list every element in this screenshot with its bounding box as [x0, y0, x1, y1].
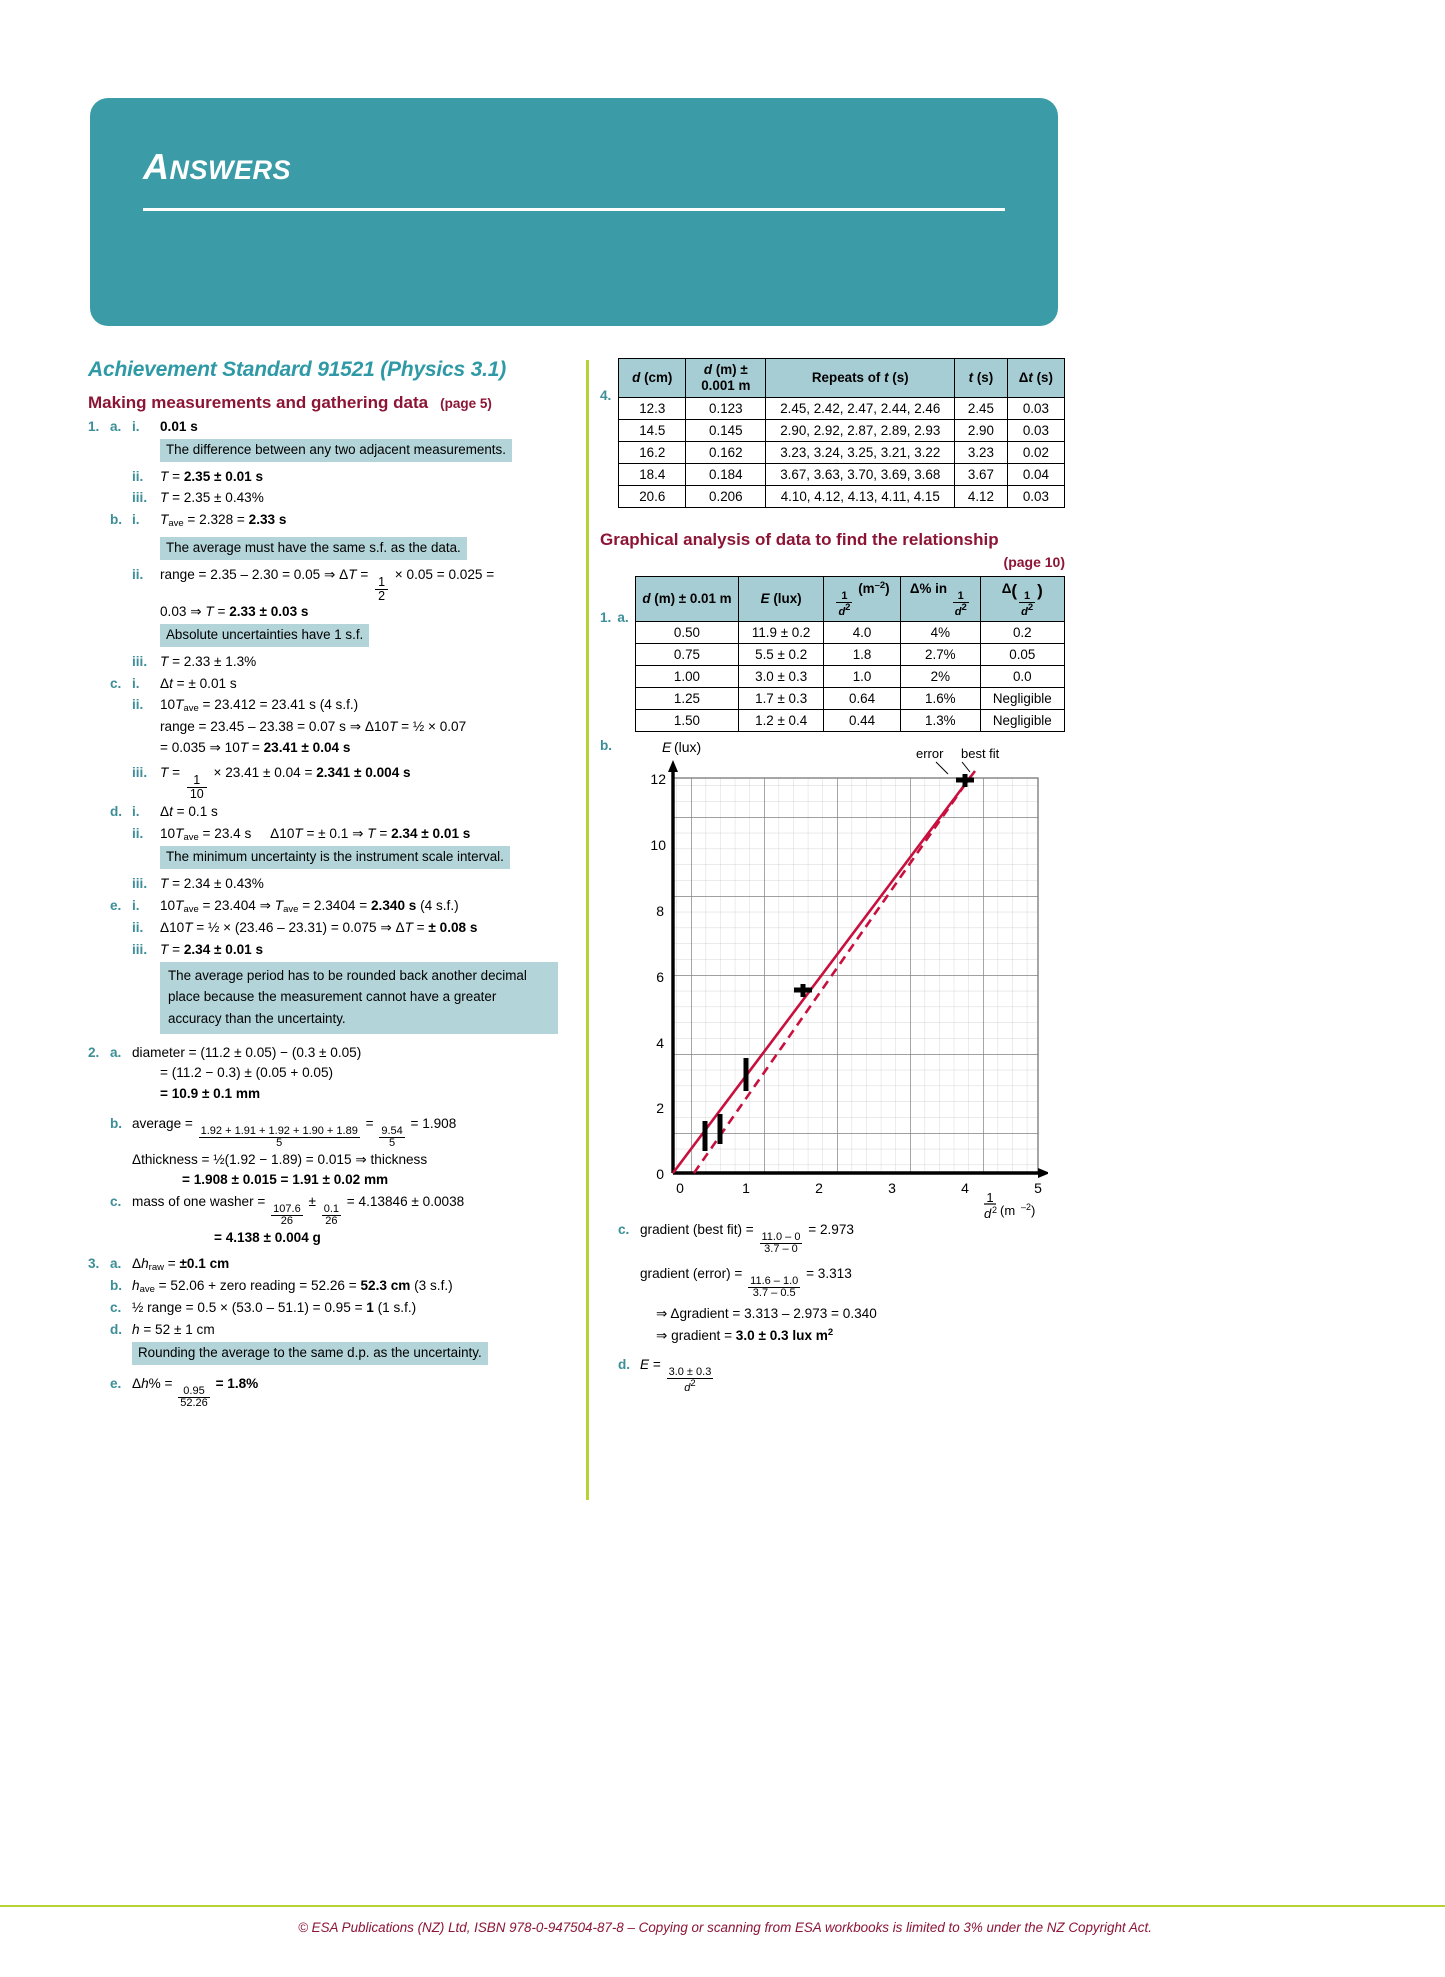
subpart-label: i.	[132, 897, 140, 913]
cell: 0.162	[686, 442, 766, 464]
part-label: d.	[618, 1357, 631, 1373]
answer-text: T = $\frac{1}{10}$ × 23.41 ± 0.04 = 2.341 ± 0.004 s	[160, 765, 411, 802]
answer-text: gradient (error) = $\frac{11.6 - 1.0}{3.7 - 0.5}$ = 3.313	[640, 1266, 852, 1300]
part-label: c.	[618, 1222, 630, 1238]
table-row	[619, 486, 1065, 508]
answer-row	[88, 1114, 558, 1149]
answers-banner	[90, 98, 1058, 326]
cell: 16.2	[619, 442, 686, 464]
cell: 0.05	[980, 644, 1064, 666]
cell: 11.9 ± 0.2	[739, 622, 824, 644]
answer-row	[618, 1355, 1065, 1394]
y-axis-unit: (lux)	[674, 739, 702, 756]
col-header-dt: Δt (s)	[1007, 359, 1064, 398]
answer-row	[88, 674, 558, 695]
table-row	[619, 420, 1065, 442]
subpart-label: iii.	[132, 941, 148, 957]
question-number: 1.	[88, 419, 100, 434]
answer-row	[88, 652, 558, 673]
answer-row	[88, 1150, 558, 1191]
answer-row	[88, 624, 558, 647]
explanation-note: The difference between any two adjacent measurements.	[160, 439, 512, 462]
page-title-initial: A	[143, 146, 170, 187]
answer-text: range = 2.35 – 2.30 = 0.05 ⇒ ΔT = $\frac{1}{2}$ × 0.05 = 0.025 = 0.03 ⇒ T = 2.33 ± 0.03 s	[160, 566, 495, 620]
cell: 1.6%	[901, 688, 981, 710]
part-label: d.	[110, 803, 123, 819]
question-number: 3.	[88, 1255, 100, 1271]
annotation-error: error	[916, 746, 944, 762]
col-header-percent: Δ% in $\frac{1}{d2}$	[901, 577, 981, 622]
answer-text: = 4.138 ± 0.004 g	[214, 1229, 321, 1245]
answer-row	[88, 510, 558, 531]
graph-section	[600, 738, 1065, 1218]
part-label: c.	[110, 675, 122, 691]
part-label: a.	[110, 1255, 122, 1271]
explanation-note: The average period has to be rounded back another decimal place because the measurement cannot have a greater accuracy than the uncertainty.	[160, 962, 558, 1034]
svg-text:4: 4	[961, 1180, 969, 1197]
table4-wrap	[600, 358, 1065, 508]
cell: 0.2	[980, 622, 1064, 644]
table1-wrap	[600, 576, 1065, 732]
answer-row	[618, 1264, 1065, 1299]
table-row	[619, 464, 1065, 486]
part-label: b.	[110, 1115, 123, 1131]
table-row	[635, 666, 1064, 688]
svg-text:6: 6	[656, 969, 665, 986]
svg-text:12: 12	[650, 771, 667, 788]
answer-text: Δthickness = ½(1.92 − 1.89) = 0.015 ⇒ thickness = 1.908 ± 0.015 = 1.91 ± 0.02 mm	[132, 1151, 428, 1188]
table-row	[635, 622, 1064, 644]
y-tick-labels	[651, 771, 667, 1182]
part-label: a.	[110, 419, 122, 434]
svg-text:–2: –2	[1021, 1202, 1032, 1213]
cell: 4.0	[824, 622, 901, 644]
cell: 0.03	[1007, 486, 1064, 508]
answer-row	[88, 1276, 558, 1297]
page-title-rest: NSWERS	[169, 155, 292, 185]
answer-row	[88, 1254, 558, 1275]
cell: Negligible	[980, 710, 1064, 732]
table-row	[619, 442, 1065, 464]
part-label: b.	[110, 1278, 123, 1294]
cell: 2.45, 2.42, 2.47, 2.44, 2.46	[766, 398, 955, 420]
cell: 4%	[901, 622, 981, 644]
cell: 0.44	[824, 710, 901, 732]
subpart-label: i.	[132, 419, 140, 434]
light-intensity-graph	[618, 738, 1048, 1218]
answer-row	[618, 1326, 1065, 1347]
cell: 4.12	[955, 486, 1008, 508]
table-header-row	[635, 577, 1064, 622]
answer-row	[88, 467, 558, 488]
part-label: b.	[600, 738, 613, 754]
answer-text: $10T_{ave} = 23.4$ s Δ10T = ± 0.1 ⇒ T = 2.34 ± 0.01 s	[160, 825, 471, 843]
cell: 1.3%	[901, 710, 981, 732]
answer-row	[88, 439, 558, 462]
table-row	[619, 398, 1065, 420]
answer-text: T = 2.35 ± 0.01 s	[160, 468, 264, 484]
answer-row	[88, 488, 558, 509]
cell: 1.8	[824, 644, 901, 666]
cell: 0.206	[686, 486, 766, 508]
cell: Negligible	[980, 688, 1064, 710]
answer-row	[88, 846, 558, 869]
right-column	[600, 358, 1065, 1395]
subpart-label: ii.	[132, 566, 144, 582]
part-label: e.	[110, 897, 122, 913]
copyright-footer: © ESA Publications (NZ) Ltd, ISBN 978-0-947504-87-8 – Copying or scanning from ESA workbooks is limited to 3% under the NZ Copyright Act.	[298, 1920, 1152, 1935]
cell: 3.67	[955, 464, 1008, 486]
svg-text:0: 0	[656, 1166, 665, 1183]
part-label: d.	[110, 1322, 123, 1338]
answer-text: Δt = ± 0.01 s	[160, 675, 237, 691]
cell: 2.45	[955, 398, 1008, 420]
cell: 18.4	[619, 464, 686, 486]
question-number: 2.	[88, 1044, 100, 1060]
answer-text: $h_{ave} = 52.06$ + zero reading = 52.26 = 52.3 cm (3 s.f.)	[132, 1278, 453, 1296]
subpart-label: iii.	[132, 490, 148, 506]
cell: 0.03	[1007, 420, 1064, 442]
svg-text:10: 10	[650, 837, 667, 854]
cell: 1.2 ± 0.4	[739, 710, 824, 732]
cell: 0.184	[686, 464, 766, 486]
col-header-E: E (lux)	[739, 577, 824, 622]
explanation-note: The average must have the same s.f. as the data.	[160, 537, 467, 560]
answer-row	[88, 417, 558, 438]
section-heading-graphical-analysis: Graphical analysis of data to find the relationship	[600, 530, 999, 550]
answer-row	[88, 1320, 558, 1341]
cell: 0.02	[1007, 442, 1064, 464]
table-body	[635, 622, 1064, 732]
answer-text: T = 2.35 ± 0.43%	[160, 490, 264, 506]
part-label: a.	[110, 1044, 122, 1060]
col-header-d: d (m) ± 0.01 m	[635, 577, 739, 622]
cell: 4.10, 4.12, 4.13, 4.11, 4.15	[766, 486, 955, 508]
page-reference: (page 5)	[440, 396, 492, 411]
answer-row	[88, 824, 558, 845]
cell: 1.7 ± 0.3	[739, 688, 824, 710]
cell: 3.23, 3.24, 3.25, 3.21, 3.22	[766, 442, 955, 464]
table-row	[635, 710, 1064, 732]
answer-row	[618, 1304, 1065, 1325]
answer-text: E = $\frac{3.0 \pm 0.3}{d2}$	[640, 1357, 712, 1395]
answer-text: Δt = 0.1 s	[160, 803, 218, 819]
subpart-label: iii.	[132, 876, 148, 892]
cell: 0.03	[1007, 398, 1064, 420]
answer-text: $10T_{ave} = 23.412 = 23.41$ s (4 s.f.) range = 23.45 – 23.38 = 0.07 s ⇒ Δ10T = ½ × 0.07 = 0.035 ⇒ 10T = 23.41 ± 0.04 s	[160, 697, 467, 755]
cell: 2.90, 2.92, 2.87, 2.89, 2.93	[766, 420, 955, 442]
question-number: 1.	[600, 610, 612, 626]
answer-row	[88, 896, 558, 917]
answer-text: T = 2.34 ± 0.01 s	[160, 941, 264, 957]
part-label: b.	[110, 512, 123, 528]
answer-row	[88, 1342, 558, 1365]
subpart-label: i.	[132, 675, 140, 691]
subpart-label: i.	[132, 803, 140, 819]
answer-text: ½ range = 0.5 × (53.0 – 51.1) = 0.95 = 1 (1 s.f.)	[132, 1300, 417, 1316]
page-reference: (page 10)	[1003, 554, 1065, 571]
col-header-inv-d2: $\frac{1}{d2}$ $(m^{-2})$	[824, 577, 901, 622]
svg-text:1: 1	[742, 1180, 750, 1197]
cell: 20.6	[619, 486, 686, 508]
answer-text: Δh% = $\frac{0.95}{52.26}$ = 1.8%	[132, 1375, 259, 1409]
subpart-label: ii.	[132, 825, 144, 841]
answer-row	[88, 537, 558, 560]
column-divider	[586, 360, 589, 1500]
answer-text: $T_{ave} = 2.328 = 2.33$ s	[160, 512, 287, 530]
section-heading-text: Making measurements and gathering data	[88, 393, 429, 412]
cell: 3.67, 3.63, 3.70, 3.69, 3.68	[766, 464, 955, 486]
cell: 2%	[901, 666, 981, 688]
explanation-note: The minimum uncertainty is the instrument scale interval.	[160, 846, 510, 869]
cell: 0.50	[635, 622, 739, 644]
answers-list	[88, 417, 558, 1409]
explanation-note: Absolute uncertainties have 1 s.f.	[160, 624, 369, 647]
answer-row	[88, 1228, 558, 1249]
svg-text:8: 8	[656, 903, 665, 920]
cell: 1.25	[635, 688, 739, 710]
answer-row	[88, 940, 558, 961]
answer-text: ⇒ Δgradient = 3.313 – 2.973 = 0.340	[656, 1306, 877, 1322]
banner-divider	[143, 208, 1005, 211]
answer-row	[88, 918, 558, 939]
answer-text: diameter = (11.2 ± 0.05) − (0.3 ± 0.05) = (11.2 − 0.3) ± (0.05 + 0.05) = 10.9 ± 0.1 mm	[132, 1044, 362, 1101]
cell: 0.145	[686, 420, 766, 442]
svg-text:): )	[1031, 1203, 1036, 1219]
answer-row	[88, 1043, 558, 1105]
page-title	[143, 146, 291, 188]
cell: 0.75	[635, 644, 739, 666]
table-row	[635, 644, 1064, 666]
cell: 1.0	[824, 666, 901, 688]
table-body	[619, 398, 1065, 508]
left-column	[88, 358, 558, 1410]
answer-text: T = 2.33 ± 1.3%	[160, 654, 257, 670]
annotation-best-fit: best fit	[961, 746, 1000, 762]
svg-text:2: 2	[992, 1205, 998, 1216]
answer-row	[88, 874, 558, 895]
y-axis-label: E	[662, 739, 672, 756]
graphical-analysis-table	[635, 576, 1065, 732]
subpart-label: i.	[132, 512, 140, 528]
svg-text:d: d	[984, 1206, 992, 1219]
cell: 2.90	[955, 420, 1008, 442]
cell: 1.50	[635, 710, 739, 732]
answer-row	[618, 1220, 1065, 1255]
answer-text: h = 52 ± 1 cm	[132, 1322, 215, 1338]
question-number: 4.	[600, 388, 612, 403]
svg-text:4: 4	[656, 1035, 665, 1052]
answer-row	[88, 802, 558, 823]
part-label: a.	[617, 610, 629, 626]
cell: 3.23	[955, 442, 1008, 464]
col-header-delta: Δ( $\frac{1}{d2}$ )	[980, 577, 1064, 622]
part-label: e.	[110, 1375, 122, 1391]
explanation-note: Rounding the average to the same d.p. as the uncertainty.	[132, 1342, 488, 1365]
col-header-d-m: d (m) ± 0.001 m	[686, 359, 766, 398]
answer-row	[88, 1374, 558, 1409]
cell: 0.64	[824, 688, 901, 710]
cell: 14.5	[619, 420, 686, 442]
section-heading-making-measurements	[88, 393, 558, 413]
achievement-standard-heading: Achievement Standard 91521 (Physics 3.1)	[88, 358, 507, 381]
part-label: c.	[110, 1300, 122, 1316]
table-header-row	[619, 359, 1065, 398]
subpart-label: iii.	[132, 765, 148, 781]
answer-text: $10T_{ave} = 23.404$ ⇒ $T_{ave} = 2.3404 = 2.340$ s (4 s.f.)	[160, 897, 459, 915]
answer-text: Δ10T = ½ × (23.46 – 23.31) = 0.075 ⇒ ΔT = ± 0.08 s	[160, 920, 478, 936]
col-header-repeats: Repeats of t (s)	[766, 359, 955, 398]
subpart-label: ii.	[132, 697, 144, 713]
answer-row	[88, 565, 558, 623]
svg-text:0: 0	[676, 1180, 684, 1197]
subpart-label: iii.	[132, 654, 148, 670]
answer-text: ⇒ gradient = 3.0 ± 0.3 lux $m^2$	[656, 1326, 834, 1343]
answer-text: 0.01 s	[160, 419, 198, 434]
col-header-d-cm: d (cm)	[619, 359, 686, 398]
gradient-calculations	[618, 1220, 1065, 1394]
part-label: c.	[110, 1193, 122, 1209]
measurements-table	[618, 358, 1065, 508]
answer-row	[88, 962, 558, 1034]
answer-text: average = $\frac{1.92 + 1.91 + 1.92 + 1.90 + 1.89}{5}$ = $\frac{9.54}{5}$ = 1.908	[132, 1115, 457, 1149]
answer-row	[88, 763, 558, 801]
svg-text:2: 2	[656, 1100, 665, 1117]
cell: 3.0 ± 0.3	[739, 666, 824, 688]
answer-row	[88, 1298, 558, 1319]
subpart-label: ii.	[132, 468, 144, 484]
svg-text:5: 5	[1034, 1180, 1042, 1197]
svg-text:1: 1	[986, 1190, 994, 1206]
x-axis-label	[984, 1190, 1035, 1218]
answer-row	[88, 1192, 558, 1227]
cell: 2.7%	[901, 644, 981, 666]
svg-text:(m: (m	[1000, 1203, 1016, 1219]
footer-divider	[0, 1905, 1445, 1907]
cell: 5.5 ± 0.2	[739, 644, 824, 666]
table-row	[635, 688, 1064, 710]
cell: 0.123	[686, 398, 766, 420]
svg-text:2: 2	[815, 1180, 823, 1197]
cell: 0.0	[980, 666, 1064, 688]
answer-text: T = 2.34 ± 0.43%	[160, 876, 264, 892]
col-header-t: t (s)	[955, 359, 1008, 398]
answer-text: $\Delta h_{raw} = \pm 0.1$ cm	[132, 1255, 230, 1273]
cell: 0.04	[1007, 464, 1064, 486]
cell: 1.00	[635, 666, 739, 688]
answer-row	[88, 695, 558, 758]
svg-text:3: 3	[888, 1180, 896, 1197]
cell: 12.3	[619, 398, 686, 420]
answer-text: gradient (best fit) = $\frac{11.0 - 0}{3.7 - 0}$ = 2.973	[640, 1222, 854, 1256]
subpart-label: ii.	[132, 920, 144, 936]
answer-text: mass of one washer = $\frac{107.6}{26}$ ± $\frac{0.1}{26}$ = 4.13846 ± 0.0038	[132, 1193, 465, 1227]
